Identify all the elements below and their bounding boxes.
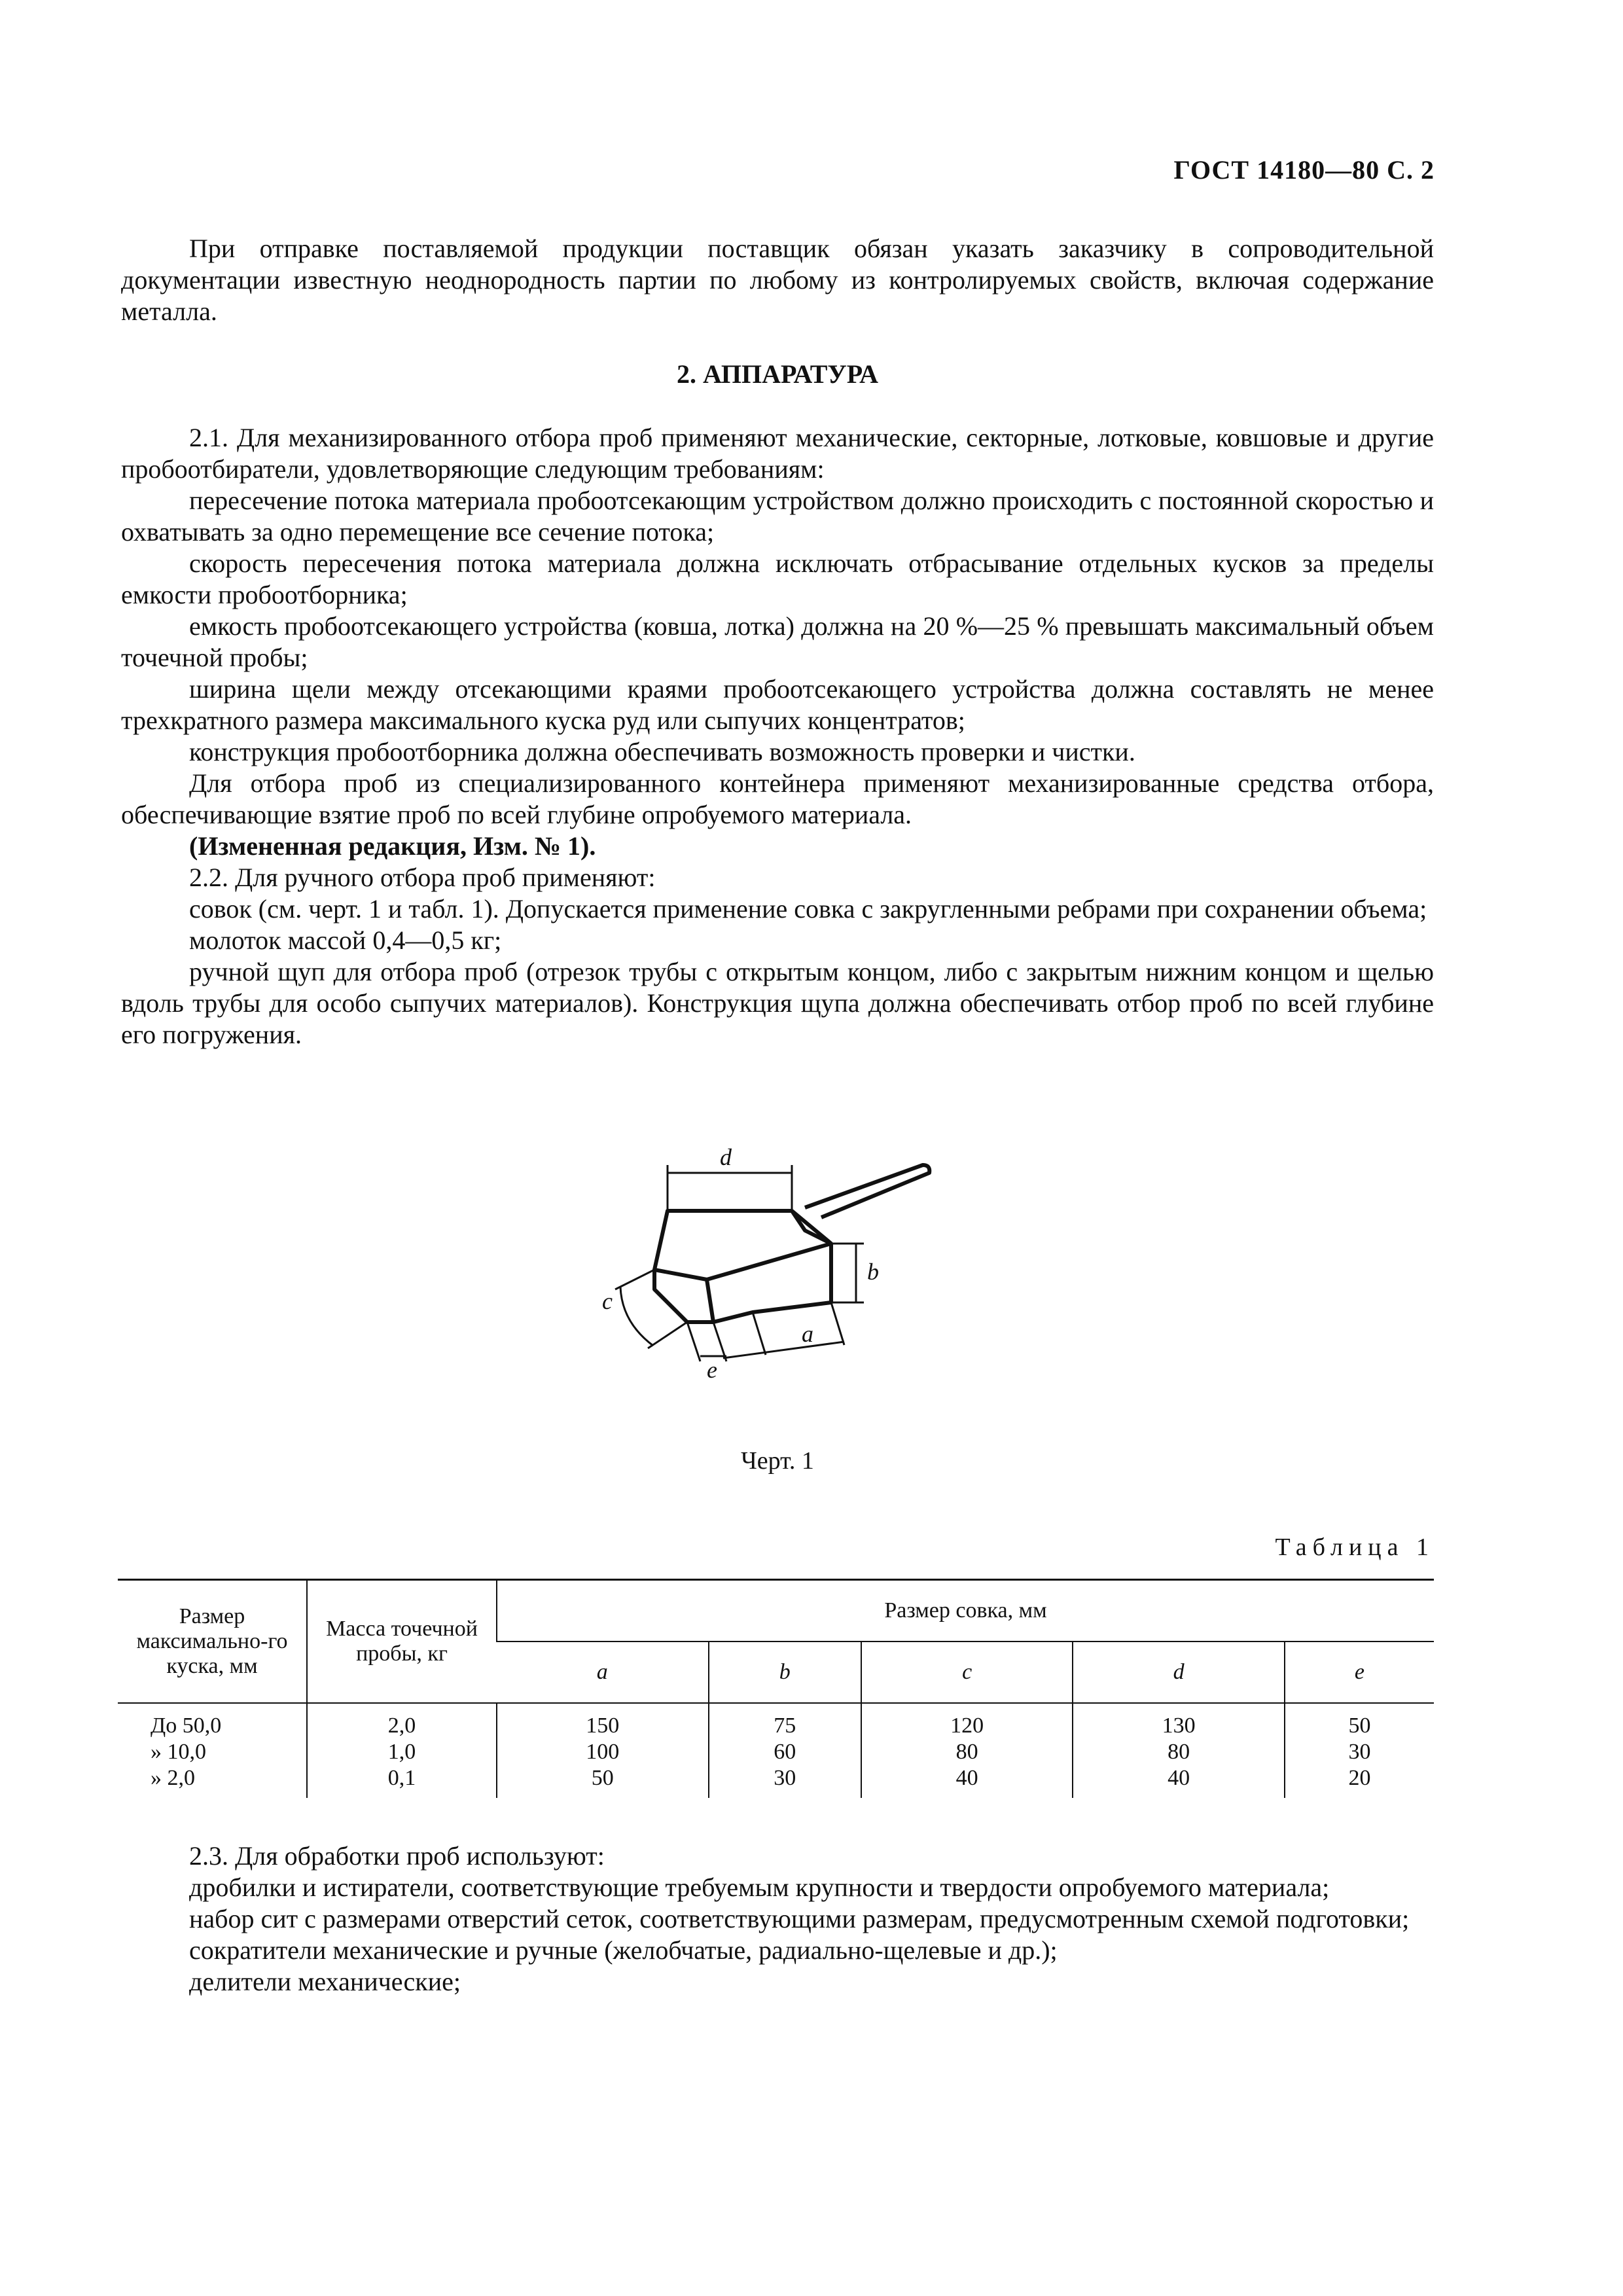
- sub-header-a: a: [497, 1641, 709, 1703]
- table-cell: 75: [709, 1703, 861, 1739]
- section-2-1: [121, 422, 1434, 1050]
- tool-hammer: молоток массой 0,4—0,5 кг;: [189, 925, 502, 955]
- table-caption: Таблица 1: [1275, 1534, 1435, 1561]
- table-cell: 40: [1073, 1765, 1285, 1798]
- table-cell: До 50,0: [151, 1713, 222, 1738]
- scoop-drawing: [589, 1145, 955, 1394]
- sub-header-e: e: [1285, 1641, 1434, 1703]
- table-cell: 40: [861, 1765, 1073, 1798]
- dim-label-e: e: [707, 1357, 717, 1383]
- scoop-size-table: [118, 1579, 1434, 1798]
- section-2-3: [121, 1840, 1434, 1998]
- sub-header-b: b: [709, 1641, 861, 1703]
- paragraph-2-3: 2.3. Для обработки проб используют:: [189, 1841, 605, 1871]
- equipment-reducers: сократители механические и ручные (желобчатые, радиально-щелевые и др.);: [189, 1935, 1058, 1965]
- tool-probe: ручной щуп для отбора проб (отрезок трубы с открытым концом, либо с закрытым нижним концом и щелью вдоль трубы для особо сыпучих материалов). Конструкция щупа должна обеспечивать отбор проб по всей глубине его погружения.: [121, 957, 1434, 1049]
- dim-label-c: c: [602, 1288, 613, 1314]
- dim-label-b: b: [867, 1259, 879, 1285]
- dim-label-a: a: [802, 1321, 813, 1347]
- intro-paragraph: При отправке поставляемой продукции поставщик обязан указать заказчику в сопроводительной документации известную неоднородность партии по любому из контролируемых свойств, включая содержание металла.: [121, 234, 1434, 326]
- table-cell: 130: [1073, 1703, 1285, 1739]
- table-cell: 20: [1285, 1765, 1434, 1798]
- table-row: [118, 1739, 1434, 1765]
- container-paragraph: Для отбора проб из специализированного контейнера применяют механизированные средства отбора, обеспечивающие взятие проб по всей глубине опробуемого материала.: [121, 768, 1434, 829]
- table-cell: 100: [497, 1739, 709, 1765]
- page-header: ГОСТ 14180—80 С. 2: [1173, 155, 1435, 185]
- table-cell: 0,1: [307, 1765, 497, 1798]
- dim-label-d: d: [720, 1145, 732, 1170]
- col-header-max-piece: Размер максимально-го куска, мм: [118, 1580, 307, 1704]
- table-cell: 80: [861, 1739, 1073, 1765]
- requirement-2: скорость пересечения потока материала должна исключать отбрасывание отдельных кусков за пределы емкости пробоотборника;: [121, 548, 1434, 609]
- paragraph-2-2: 2.2. Для ручного отбора проб применяют:: [189, 863, 656, 892]
- requirement-4: ширина щели между отсекающими краями пробоотсекающего устройства должна составлять не менее трехкратного размера максимального куска руд или сыпучих концентратов;: [121, 674, 1434, 735]
- table-row: [118, 1703, 1434, 1739]
- equipment-dividers: делители механические;: [189, 1967, 461, 1996]
- paragraph-2-1: 2.1. Для механизированного отбора проб применяют механические, секторные, лотковые, ковшовые и другие пробоотбиратели, удовлетворяющие следующим требованиям:: [121, 423, 1434, 484]
- table-cell: 2,0: [307, 1703, 497, 1739]
- intro-block: [121, 233, 1434, 327]
- requirement-3: емкость пробоотсекающего устройства (ковша, лотка) должна на 20 %—25 % превышать максимальный объем точечной пробы;: [121, 611, 1434, 672]
- amendment-note: (Измененная редакция, Изм. № 1).: [189, 831, 596, 861]
- table-cell: 50: [1285, 1703, 1434, 1739]
- table-cell: 150: [497, 1703, 709, 1739]
- table-cell: 60: [709, 1739, 861, 1765]
- sub-header-c: c: [861, 1641, 1073, 1703]
- sub-header-d: d: [1073, 1641, 1285, 1703]
- table-cell: » 2,0: [151, 1766, 195, 1790]
- equipment-sieves: набор сит с размерами отверстий сеток, соответствующими размерам, предусмотренным схемой подготовки;: [189, 1904, 1410, 1933]
- col-header-sample-mass: Масса точечной пробы, кг: [307, 1580, 497, 1704]
- table-cell: » 10,0: [151, 1740, 206, 1764]
- equipment-crushers: дробилки и истиратели, соответствующие требуемым крупности и твердости опробуемого материала;: [189, 1873, 1330, 1902]
- requirement-5: конструкция пробоотборника должна обеспечивать возможность проверки и чистки.: [189, 737, 1135, 766]
- table-cell: 30: [709, 1765, 861, 1798]
- section-title: 2. АППАРАТУРА: [677, 359, 878, 389]
- table-row: [118, 1765, 1434, 1798]
- table-cell: 1,0: [307, 1739, 497, 1765]
- table-cell: 120: [861, 1703, 1073, 1739]
- table-cell: 30: [1285, 1739, 1434, 1765]
- table-cell: 80: [1073, 1739, 1285, 1765]
- col-group-header-scoop-size: Размер совка, мм: [497, 1580, 1434, 1642]
- figure-caption: Черт. 1: [741, 1447, 814, 1475]
- table-cell: 50: [497, 1765, 709, 1798]
- requirement-1: пересечение потока материала пробоотсекающим устройством должно происходить с постоянной скоростью и охватывать за одно перемещение все сечение потока;: [121, 486, 1434, 547]
- tool-scoop: совок (см. черт. 1 и табл. 1). Допускается применение совка с закругленными ребрами при сохранении объема;: [189, 894, 1427, 924]
